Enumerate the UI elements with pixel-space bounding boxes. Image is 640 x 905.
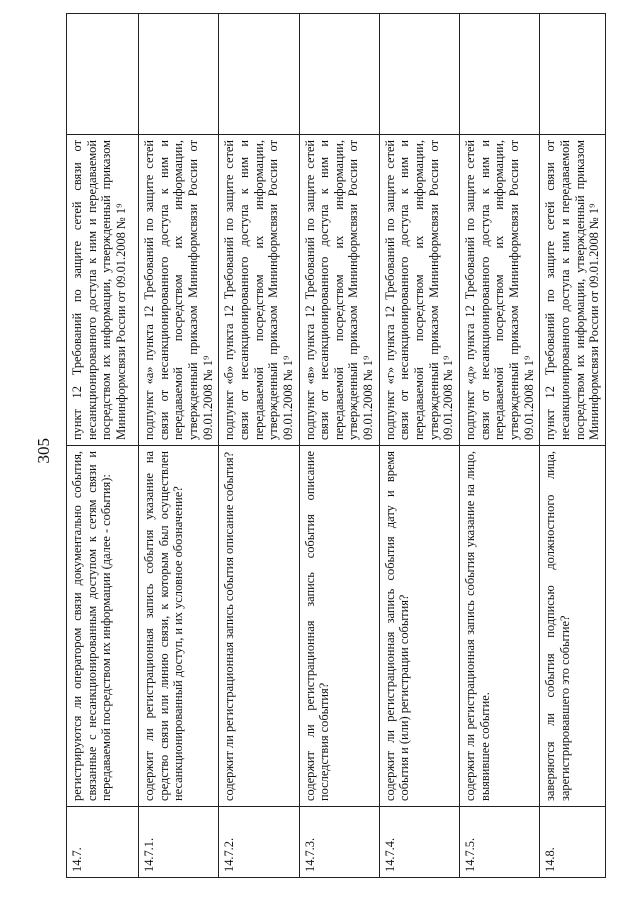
row-number: 14.8.	[540, 807, 606, 878]
row-answer-cell	[139, 14, 219, 135]
row-reference: подпункт «а» пункта 12 Требований по защите сетей связи от несанкционированного доступа к ним и передаваемой посредством их информации, утвержденный приказом Мининформсвязи России от 09.01.2008 № 1⁹	[139, 135, 219, 446]
table-row	[299, 14, 379, 878]
rotated-table-wrapper	[66, 58, 606, 878]
row-number: 14.7.3.	[299, 807, 379, 878]
row-number: 14.7.2.	[219, 807, 299, 878]
row-reference: пункт 12 Требований по защите сетей связи от несанкционированного доступа к ним и передаваемой посредством их информации, утвержденный приказом Мининформсвязи России от 09.01.2008 № 1⁹	[67, 135, 139, 446]
checklist-table	[66, 13, 606, 878]
row-question: содержит ли регистрационная запись события описание события?	[219, 446, 299, 807]
table-row	[540, 14, 606, 878]
row-answer-cell	[540, 14, 606, 135]
table-row	[219, 14, 299, 878]
row-question: заверяются ли события подписью должностного лица, зарегистрировавшего это событие?	[540, 446, 606, 807]
row-reference: подпункт «д» пункта 12 Требований по защите сетей связи от несанкционированного доступа к ним и передаваемой посредством их информации, утвержденный приказом Мининформсвязи России от 09.01.2008 № 1⁹	[460, 135, 540, 446]
page-number: 305	[34, 438, 53, 464]
row-number: 14.7.1.	[139, 807, 219, 878]
row-question: содержит ли регистрационная запись события указание на средство связи или линию связи, к которым был осуществлен несанкционированный доступ, и их условное обозначение?	[139, 446, 219, 807]
row-question: содержит ли регистрационная запись события описание последствия события?	[299, 446, 379, 807]
row-answer-cell	[219, 14, 299, 135]
row-reference: подпункт «г» пункта 12 Требований по защите сетей связи от несанкционированного доступа к ним и передаваемой посредством их информации, утвержденный приказом Мининформсвязи России от 09.01.2008 № 1⁹	[379, 135, 459, 446]
row-answer-cell	[460, 14, 540, 135]
row-question: регистрируются ли оператором связи документально события, связанные с несанкционированным доступом к сетям связи и передаваемой посредством их информации (далее - события):	[67, 446, 139, 807]
table-row	[139, 14, 219, 878]
table-row	[379, 14, 459, 878]
row-reference: подпункт «б» пункта 12 Требований по защите сетей связи от несанкционированного доступа к ним и передаваемой посредством их информации, утвержденный приказом Мининформсвязи России от 09.01.2008 № 1⁹	[219, 135, 299, 446]
row-answer-cell	[299, 14, 379, 135]
table-row	[460, 14, 540, 878]
row-answer-cell	[67, 14, 139, 135]
row-question: содержит ли регистрационная запись события дату и время события и (или) регистрации события?	[379, 446, 459, 807]
row-question: содержит ли регистрационная запись события указание на лицо, выявившее событие.	[460, 446, 540, 807]
row-number: 14.7.5.	[460, 807, 540, 878]
table-row	[67, 14, 139, 878]
row-number: 14.7.	[67, 807, 139, 878]
row-number: 14.7.4.	[379, 807, 459, 878]
row-answer-cell	[379, 14, 459, 135]
row-reference: подпункт «в» пункта 12 Требований по защите сетей связи от несанкционированного доступа к ним и передаваемой посредством их информации, утвержденный приказом Мининформсвязи России от 09.01.2008 № 1⁹	[299, 135, 379, 446]
row-reference: пункт 12 Требований по защите сетей связи от несанкционированного доступа к ним и передаваемой посредством их информации, утвержденный приказом Мининформсвязи России от 09.01.2008 № 1⁹	[540, 135, 606, 446]
